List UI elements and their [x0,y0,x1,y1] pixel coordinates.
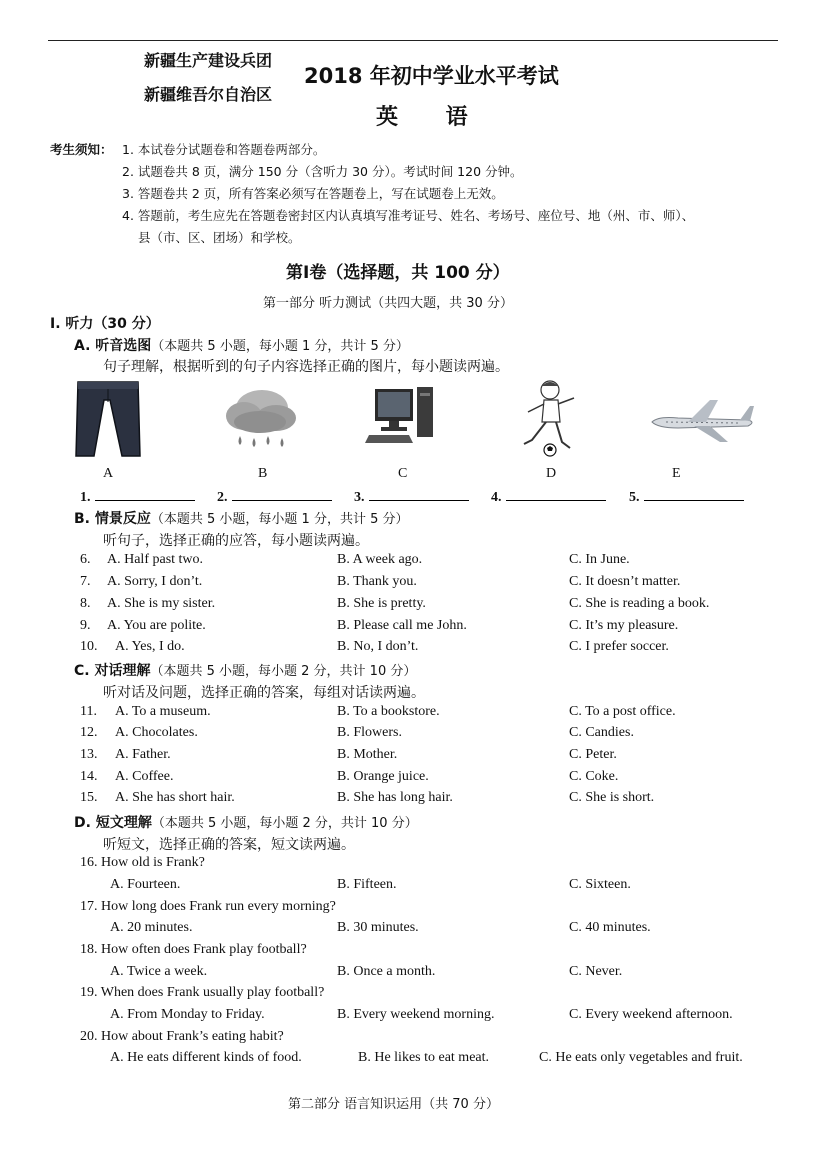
exam-title: 2018 年初中学业水平考试 [304,64,559,88]
sectionB-instruction: 听句子，选择正确的应答，每小题读两遍。 [103,533,369,549]
question-number: 14. [80,769,98,784]
region-line-2: 新疆维吾尔自治区 [144,85,273,104]
option-c: C. To a post office. [569,704,676,719]
trousers-icon [72,380,144,458]
option-b: B. No, I don’t. [337,639,419,654]
boy-playing-football-icon [510,378,586,458]
volume-title: 第Ⅰ卷（选择题，共 100 分） [286,263,510,283]
airplane-icon [648,396,758,446]
sectionD-instruction: 听短文，选择正确的答案，短文读两遍。 [103,837,355,853]
option-c: C. It’s my pleasure. [569,618,679,633]
note-item: 4. 答题前，考生应先在答题卷密封区内认真填写准考证号、姓名、考场号、座位号、地（州、市、师）、 [122,208,695,223]
picture-label: D [546,466,557,481]
option-b: B. Flowers. [337,725,402,740]
option-c: C. Coke. [569,769,619,784]
question-number: 6. [80,552,91,567]
picture-label: A [103,466,114,481]
top-rule [48,40,778,41]
answer-blank-5[interactable]: 5. [629,487,744,506]
option-a: A. Father. [115,747,171,762]
notes-label: 考生须知： [50,142,113,157]
answer-blank-3[interactable]: 3. [354,487,469,506]
answer-blank-1[interactable]: 1. [80,487,195,506]
option-a: A. She is my sister. [107,596,216,611]
question-number: 8. [80,596,91,611]
picture-label: C [398,466,408,481]
sectionB-desc: （本题共 5 小题，每小题 1 分，共计 5 分） [150,512,409,527]
part2-title: 第二部分 语言知识运用（共 70 分） [288,1097,499,1112]
option-c: C. Sixteen. [569,877,631,892]
option-c: C. Never. [569,964,623,979]
option-c: C. It doesn’t matter. [569,574,681,589]
sectionA-desc: （本题共 5 小题，每小题 1 分，共计 5 分） [151,339,409,354]
option-a: A. Twice a week. [110,964,208,979]
option-a: A. She has short hair. [115,790,235,805]
answer-blank-2[interactable]: 2. [217,487,332,506]
sectionD-desc: （本题共 5 小题，每小题 2 分，共计 10 分） [151,816,418,831]
question-number: 10. [80,639,98,654]
option-a: A. He eats different kinds of food. [110,1050,302,1065]
subject-title: 英 语 [376,105,488,130]
sectionC-instruction: 听对话及问题，选择正确的答案，每组对话读两遍。 [103,685,425,701]
option-b: B. Fifteen. [337,877,397,892]
question-text: 20. How about Frank’s eating habit? [80,1029,284,1044]
sectionB-head: B. 情景反应 [74,511,151,527]
option-c: C. Peter. [569,747,617,762]
question-number: 7. [80,574,91,589]
question-text: 16. How old is Frank? [80,855,205,870]
rain-cloud-icon [222,380,300,458]
sectionD-head: D. 短文理解 [74,815,152,831]
option-a: A. Coffee. [115,769,174,784]
picture-label: B [258,466,268,481]
option-b: B. Mother. [337,747,398,762]
option-a: A. Sorry, I don’t. [107,574,203,589]
option-c: C. Every weekend afternoon. [569,1007,733,1022]
option-a: A. Chocolates. [115,725,198,740]
question-text: 17. How long does Frank run every morning? [80,899,336,914]
option-a: A. Yes, I do. [115,639,185,654]
option-c: C. She is reading a book. [569,596,710,611]
option-a: A. Half past two. [107,552,204,567]
note-item: 3. 答题卷共 2 页，所有答案必须写在答题卷上，写在试题卷上无效。 [122,186,504,201]
computer-icon [365,385,437,447]
option-a: A. 20 minutes. [110,920,193,935]
option-c: C. She is short. [569,790,655,805]
option-c: C. I prefer soccer. [569,639,669,654]
section-I-title: I. 听力（30 分） [50,316,160,332]
option-a: A. From Monday to Friday. [110,1007,265,1022]
picture-label: E [672,466,681,481]
option-b: B. 30 minutes. [337,920,419,935]
question-number: 11. [80,704,97,719]
option-b: B. Thank you. [337,574,417,589]
option-a: A. Fourteen. [110,877,181,892]
part1-title: 第一部分 听力测试（共四大题，共 30 分） [263,296,513,311]
option-b: B. Please call me John. [337,618,467,633]
option-c: C. 40 minutes. [569,920,651,935]
sectionC-head: C. 对话理解 [74,663,151,679]
note-item: 1. 本试卷分试题卷和答题卷两部分。 [122,142,326,157]
question-number: 15. [80,790,98,805]
question-text: 18. How often does Frank play football? [80,942,307,957]
note-item: 2. 试题卷共 8 页，满分 150 分（含听力 30 分）。考试时间 120 分钟。 [122,164,523,179]
option-b: B. Once a month. [337,964,436,979]
option-c: C. He eats only vegetables and fruit. [539,1050,743,1065]
question-number: 12. [80,725,98,740]
question-number: 13. [80,747,98,762]
note-item: 县（市、区、团场）和学校。 [138,230,301,245]
sectionC-desc: （本题共 5 小题，每小题 2 分，共计 10 分） [150,664,417,679]
option-b: B. Every weekend morning. [337,1007,495,1022]
option-c: C. Candies. [569,725,634,740]
option-a: A. You are polite. [107,618,206,633]
option-b: B. She is pretty. [337,596,426,611]
region-line-1: 新疆生产建设兵团 [144,51,273,70]
option-b: B. She has long hair. [337,790,453,805]
question-text: 19. When does Frank usually play football? [80,985,325,1000]
answer-blank-4[interactable]: 4. [491,487,606,506]
option-b: B. A week ago. [337,552,423,567]
option-b: B. To a bookstore. [337,704,440,719]
sectionA-instruction: 句子理解，根据听到的句子内容选择正确的图片，每小题读两遍。 [103,359,509,375]
option-b: B. He likes to eat meat. [358,1050,490,1065]
option-c: C. In June. [569,552,630,567]
sectionA-head: A. 听音选图 [74,338,152,354]
question-number: 9. [80,618,91,633]
option-b: B. Orange juice. [337,769,429,784]
option-a: A. To a museum. [115,704,211,719]
